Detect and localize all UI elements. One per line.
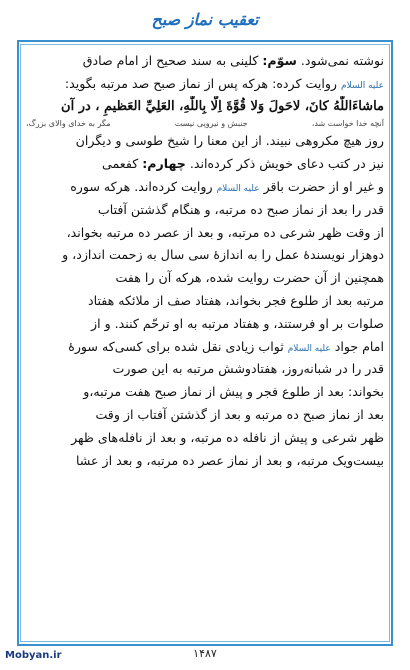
text-fragment: روایت کرده: هرکه پس از نماز صبح صد مرتبه بگوید: [64,75,338,91]
body-text [26,50,384,472]
honorific-glyph: عليه السلام [287,343,331,354]
text-fragment: نوشته نمی‌شود. [296,53,384,68]
text-line: همچنین از آن حضرت روایت شده، هرکه آن را هفت [115,270,384,286]
text-line: از وقت ظهر شرعی ده مرتبه، و بعد از عصر ده مرتبه بخواند، [66,224,384,240]
text-fragment: و غیر او از حضرت باقر [263,178,384,194]
text-fragment: کفعمی [102,156,143,172]
gloss-item: جنبش و نیرویی نیست [174,119,248,129]
text-line: مرتبه بعد از طلوع فجر بخواند، هفتاد صف از ملائکه هفتاد [88,292,384,308]
arabic-invocation: ماشاءَاللّٰهُ كانَ، لاحَولَ وَلا قُوَّةَ اِلّا بِاللّٰهِ، العَلِيِّ العَظيمِ ، در آن [61,98,384,114]
text-fragment: ثواب زیادی نقل شده برای کسی‌که سورهٔ [68,338,284,354]
site-watermark: Mobyan.ir [5,650,62,661]
gloss-item: مگر به خدای والای بزرگ، [26,119,111,129]
honorific-glyph: عليه السلام [216,183,260,194]
page-number: ۱۴۸۷ [193,647,217,660]
text-line [26,50,384,73]
text-fragment: روایت کرده‌اند. هرکه سوره [70,178,213,194]
section-marker: سوّم: [262,53,297,68]
text-fragment: نیز در کتب دعای خویش ذکر کرده‌اند. [185,156,384,172]
text-line: بعد از نماز صبح ده مرتبه و بعد از گذشتن آفتاب از وقت [95,406,384,422]
gloss-item: آنچه خدا خواست شد، [311,119,384,129]
translation-gloss [26,118,384,130]
text-line: بیست‌ویک مرتبه، و بعد از نماز عصر ده مرتبه، و بعد از عشا [75,452,384,468]
text-line [26,73,384,96]
section-marker: چهارم: [142,156,186,172]
text-line: روز هیچ مکروهی نبیند. از این معنا را شیخ طوسی و دیگران [75,133,384,149]
page-title: تعقیب نماز صبح [151,10,259,29]
text-fragment: امام جواد [334,338,384,354]
honorific-glyph: عليه السلام [341,80,384,91]
text-line: صلوات بر او فرستند، و هفتاد مرتبه به او ترحّم کنند. و از [90,315,384,331]
text-line: دوهزار نویسندهٔ عمل را به اندازهٔ سی سال به زحمت اندازد، و [62,247,384,263]
text-line [26,153,384,176]
text-fragment: کلینی به سند صحیح از امام صادق [82,53,263,68]
text-line: ظهر شرعی و پیش از نافله ده مرتبه، و بعد از نافله‌های ظهر [71,429,384,445]
text-line: بخواند: بعد از طلوع فجر و پیش از نماز صبح هفت مرتبه،و [83,384,384,400]
text-line: قدر را بعد از نماز صبح ده مرتبه، و هنگام گذشتن آفتاب [97,201,384,217]
text-line: قدر را در شبانه‌روز، هفتادوشش مرتبه به این صورت [112,361,384,377]
text-line [26,336,384,359]
text-line [26,176,384,199]
